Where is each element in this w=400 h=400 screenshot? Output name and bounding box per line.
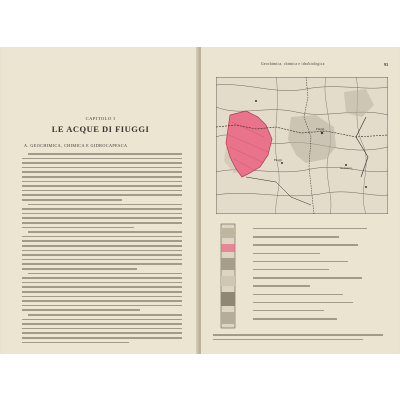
text-line	[22, 296, 182, 298]
text-line	[22, 309, 140, 311]
page-number: 93	[384, 62, 388, 67]
text-line	[28, 273, 182, 275]
map-legend	[213, 222, 388, 330]
text-line	[28, 231, 182, 233]
text-line	[22, 158, 182, 160]
text-line	[22, 227, 134, 229]
text-line	[22, 319, 182, 321]
map-label: Fiuggi	[274, 158, 282, 162]
text-line	[22, 328, 182, 330]
legend-entry	[253, 244, 358, 245]
section-heading: A. GEOCHIMICA, CHIMICA E GIDROCAPESCA	[24, 143, 128, 148]
geological-map	[216, 77, 388, 214]
text-line	[22, 222, 182, 224]
legend-entry	[253, 285, 310, 286]
open-book	[0, 47, 400, 354]
stratigraphic-column	[213, 222, 243, 330]
text-line	[22, 250, 182, 252]
legend-entry	[253, 269, 329, 270]
text-line	[22, 217, 182, 219]
text-line	[22, 171, 182, 173]
text-line	[22, 259, 182, 261]
text-line	[22, 282, 182, 284]
legend-entry	[253, 294, 343, 295]
text-line	[22, 337, 182, 339]
text-line	[22, 254, 182, 256]
text-line	[22, 332, 182, 334]
text-line	[22, 277, 182, 279]
running-head: Geochimica, chimica e idrobiologica	[261, 62, 325, 66]
text-line	[22, 291, 182, 293]
text-line	[22, 208, 182, 210]
text-line	[22, 194, 182, 196]
text-line	[28, 153, 182, 155]
text-line	[22, 286, 182, 288]
text-line	[22, 305, 182, 307]
text-line	[28, 314, 182, 316]
caption-line	[213, 339, 363, 341]
text-line	[22, 300, 182, 302]
text-line	[22, 323, 182, 325]
legend-entry	[253, 228, 367, 229]
chapter-number: CAPITOLO I	[85, 116, 116, 121]
left-page	[2, 47, 199, 354]
legend-entry	[253, 310, 324, 311]
legend-entry	[253, 277, 362, 278]
text-line	[22, 236, 182, 238]
text-line	[22, 190, 182, 192]
chapter-title: LE ACQUE DI FIUGGI	[51, 124, 150, 134]
text-line	[22, 268, 137, 270]
text-line	[22, 185, 182, 187]
map-label: Fiuggi	[316, 127, 325, 131]
text-line	[22, 342, 129, 344]
legend-entry	[253, 236, 339, 237]
legend-entry	[253, 253, 320, 254]
text-line	[22, 162, 182, 164]
text-line	[22, 199, 122, 201]
text-line	[22, 213, 182, 215]
legend-entry	[253, 302, 353, 303]
text-line	[22, 167, 182, 169]
legend-entry	[253, 318, 337, 319]
legend-entry	[253, 261, 348, 262]
text-line	[22, 181, 182, 183]
text-line	[22, 245, 182, 247]
text-line	[22, 263, 182, 265]
text-line	[22, 176, 182, 178]
caption-line	[213, 334, 383, 336]
text-line	[28, 204, 182, 206]
right-page	[201, 47, 398, 354]
text-line	[22, 240, 182, 242]
map-label: Arcinazzo	[340, 166, 353, 170]
